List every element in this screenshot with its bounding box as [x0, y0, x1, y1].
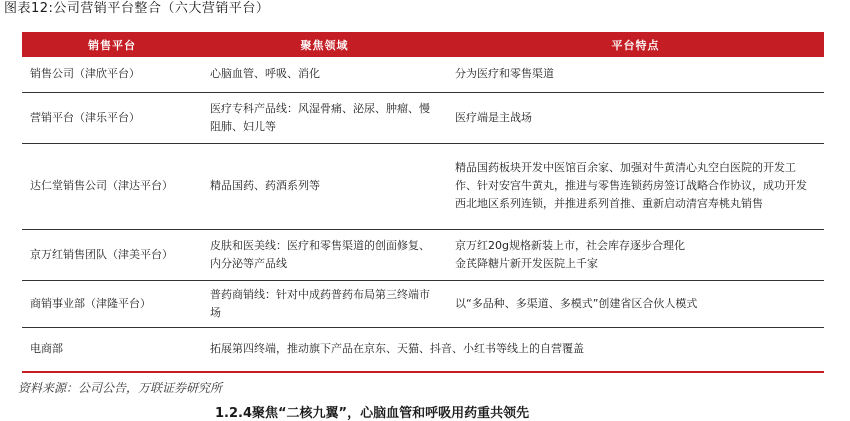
focus-cell: 心脑血管、呼吸、消化	[202, 57, 447, 92]
focus-cell: 拓展第四终端，推动旗下产品在京东、天猫、抖音、小红书等线上的自营覆盖	[202, 327, 824, 372]
column-header-focus: 聚焦领域	[202, 32, 447, 57]
platform-cell: 营销平台（津乐平台）	[22, 92, 202, 143]
feature-cell: 京万红20g规格新装上市，社会库存逐步合理化 金芪降糖片新开发医院上千家	[447, 229, 824, 280]
focus-cell: 普药商销线：针对中成药普药布局第三终端市场	[202, 280, 447, 327]
feature-cell: 分为医疗和零售渠道	[447, 57, 824, 92]
focus-cell: 皮肤和医美线：医疗和零售渠道的创面修复、内分泌等产品线	[202, 229, 447, 280]
next-section-heading: 1.2.4聚焦“二核九翼”，心脑血管和呼吸用药重共领先	[215, 406, 530, 421]
platform-cell: 销售公司（津欣平台）	[22, 57, 202, 92]
table-row	[22, 57, 824, 92]
table-row	[22, 327, 824, 372]
table-row	[22, 143, 824, 229]
feature-cell: 医疗端是主战场	[447, 92, 824, 143]
table-row	[22, 92, 824, 143]
column-header-platform: 销售平台	[22, 32, 202, 57]
marketing-platform-table	[22, 32, 824, 373]
platform-cell: 达仁堂销售公司（津达平台）	[22, 143, 202, 229]
focus-cell: 医疗专科产品线：风湿骨痛、泌尿、肿瘤、慢阻肺、妇儿等	[202, 92, 447, 143]
table-row	[22, 280, 824, 327]
figure-caption: 图表12:公司营销平台整合（六大营销平台）	[4, 1, 270, 16]
platform-cell: 商销事业部（津隆平台）	[22, 280, 202, 327]
source-note: 资料来源：公司公告，万联证券研究所	[18, 381, 223, 395]
platform-cell: 电商部	[22, 327, 202, 372]
focus-cell: 精品国药、药酒系列等	[202, 143, 447, 229]
feature-cell: 以“多品种、多渠道、多模式”创建省区合伙人模式	[447, 280, 824, 327]
platform-cell: 京万红销售团队（津美平台）	[22, 229, 202, 280]
column-header-features: 平台特点	[447, 32, 824, 57]
table-row	[22, 229, 824, 280]
feature-cell: 精品国药板块开发中医馆百余家、加强对牛黄清心丸空白医院的开发工作、针对安宫牛黄丸，推进与零售连锁药房签订战略合作协议，成功开发西北地区系列连锁，并推进系列首推、重新启动清宫寿桃丸销售	[447, 143, 824, 229]
table-header-row	[22, 32, 824, 57]
